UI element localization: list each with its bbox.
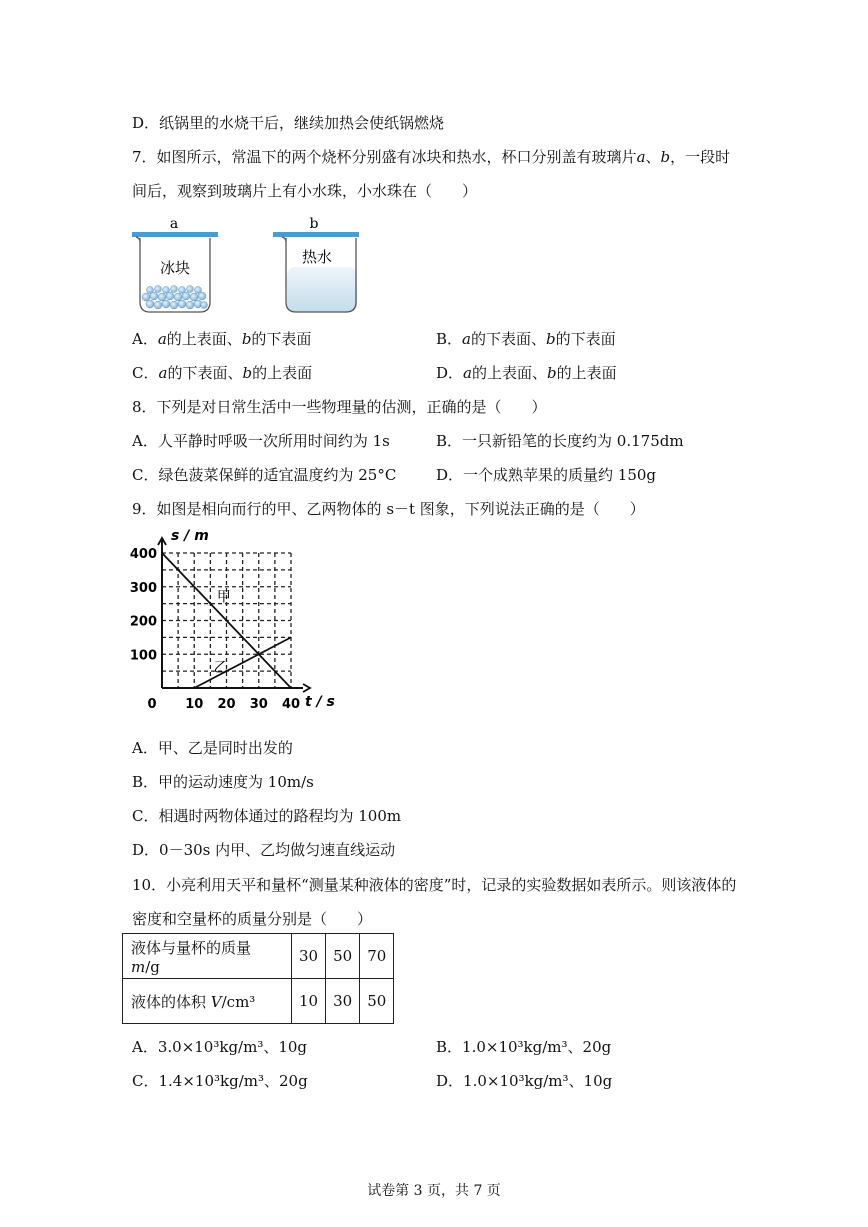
q8-option-c: C．绿色菠菜保鲜的适宜温度约为 25°C [132,466,397,484]
series-label: 乙 [213,659,228,676]
x-tick-label: 10 [185,697,204,712]
data-table [122,933,394,1024]
row-label-volume: 液体的体积 V/cm³ [123,979,292,1024]
x-axis-arrow [303,684,310,692]
x-tick-label: 30 [249,697,268,712]
q9-option-b: B．甲的运动速度为 10m/s [132,773,314,791]
q8-option-a: A．人平静时呼吸一次所用时间约为 1s [132,432,390,450]
q9-option-d: D．0－30s 内甲、乙均做匀速直线运动 [132,841,396,859]
q6-option-d: D．纸锅里的水烧干后，继续加热会使纸锅燃烧 [132,114,445,132]
y-tick-label: 400 [129,547,157,562]
q7-option-d: D．a的上表面、b的上表面 [436,364,617,382]
x-tick-label: 40 [281,697,301,712]
q10-option-c: C．1.4×10³kg/m³、20g [132,1072,308,1090]
q7-stem-line2: 间后，观察到玻璃片上有小水珠，小水珠在（ ） [132,182,478,200]
x-axis-label: t / s [305,694,335,710]
x-tick-label: 0 [147,697,157,712]
y-tick-label: 200 [129,614,157,630]
q9-option-a: A．甲、乙是同时出发的 [132,739,293,757]
ice-label: 冰块 [159,259,191,277]
q8-option-d: D．一个成熟苹果的质量约 150g [436,466,657,484]
table-cell: 50 [326,934,360,979]
q7-option-c: C．a的下表面、b的上表面 [132,364,313,382]
q10-stem-line2: 密度和空量杯的质量分别是（ ） [132,910,373,928]
table-row [123,934,394,979]
chart-axes [158,538,310,692]
q8-option-b: B．一只新铅笔的长度约为 0.175dm [436,432,684,450]
glass-plate-b [273,232,359,237]
label-b: b [309,216,319,232]
series-label: 甲 [216,589,231,606]
beakers-figure [128,212,388,322]
table-cell: 50 [360,979,394,1024]
q10-option-b: B．1.0×10³kg/m³、20g [436,1038,612,1056]
table-row [123,979,394,1024]
beaker-ice [136,237,210,312]
q10-option-a: A．3.0×10³kg/m³、10g [132,1038,308,1056]
hot-water-label: 热水 [301,248,333,266]
q7-option-a: A．a的上表面、b的下表面 [132,330,312,348]
table-cell: 30 [326,979,360,1024]
glass-plate-a [132,232,218,237]
q10-stem-line1: 10．小亮利用天平和量杯“测量某种液体的密度”时，记录的实验数据如表所示。则该液体的 [132,876,737,894]
q7-stem-line1: 7．如图所示，常温下的两个烧杯分别盛有冰块和热水，杯口分别盖有玻璃片a、b，一段时 [132,148,731,166]
table-cell: 70 [360,934,394,979]
y-axis-label: s / m [171,528,209,544]
st-graph [125,528,340,718]
q10-option-d: D．1.0×10³kg/m³、10g [436,1072,613,1090]
table-cell: 30 [292,934,326,979]
q8-stem: 8．下列是对日常生活中一些物理量的估测，正确的是（ ） [132,398,547,416]
label-a: a [169,216,179,232]
x-tick-label: 20 [217,697,236,712]
q9-stem: 9．如图是相向而行的甲、乙两物体的 s－t 图象，下列说法正确的是（ ） [132,500,645,518]
y-tick-label: 100 [129,648,157,664]
y-tick-label: 300 [129,580,157,596]
row-label-mass: 液体与量杯的质量 m/g [123,934,292,979]
beaker-hot-water [282,237,357,312]
q9-option-c: C．相遇时两物体通过的路程均为 100m [132,807,402,825]
q7-option-b: B．a的下表面、b的下表面 [436,330,616,348]
page-footer: 试卷第 3 页，共 7 页 [367,1183,501,1199]
table-cell: 10 [292,979,326,1024]
